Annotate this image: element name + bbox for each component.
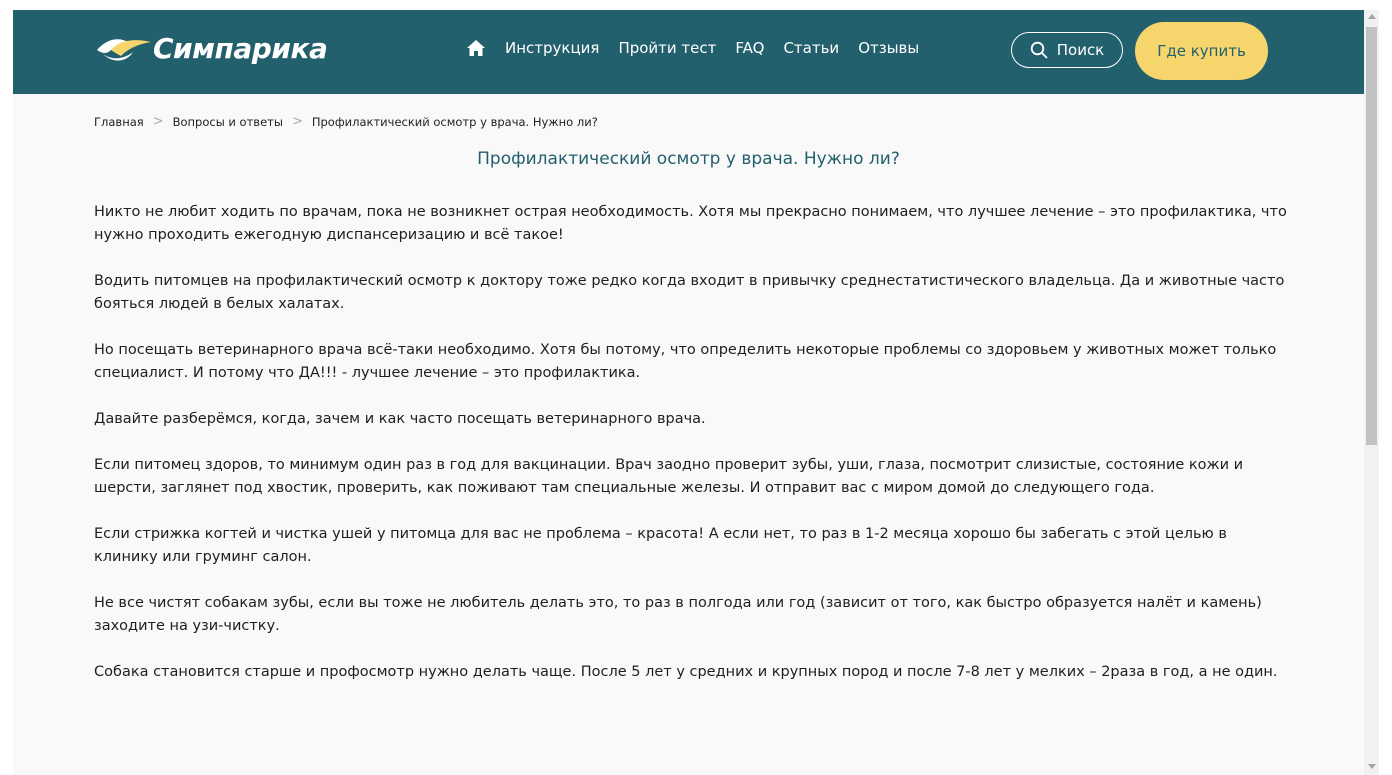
main-nav <box>466 39 919 57</box>
breadcrumb-faq[interactable]: Вопросы и ответы <box>172 114 283 129</box>
where-to-buy-button[interactable]: Где купить <box>1135 22 1268 80</box>
home-icon <box>466 39 486 57</box>
breadcrumb-separator: > <box>291 114 303 129</box>
article-paragraph: Водить питомцев на профилактический осмотр к доктору тоже редко когда входит в привычку среднестатистического владельца. Да и животные часто бояться людей в белых халатах. <box>94 273 1285 312</box>
breadcrumb-home[interactable]: Главная <box>94 114 144 129</box>
scroll-down-arrow-icon[interactable] <box>1368 764 1376 769</box>
article-paragraph: Давайте разберёмся, когда, зачем и как часто посещать ветеринарного врача. <box>94 411 706 427</box>
nav-take-test[interactable]: Пройти тест <box>618 39 717 57</box>
article-body <box>94 201 1289 707</box>
logo-text: Симпарика <box>153 31 328 65</box>
nav-home[interactable] <box>466 39 486 57</box>
article-paragraph: Если стрижка когтей и чистка ушей у питомца для вас не проблема – красота! А если нет, то раз в 1-2 месяца хорошо бы забегать с этой целью в клинику или груминг салон. <box>94 526 1227 565</box>
article-paragraph: Не все чистят собакам зубы, если вы тоже не любитель делать это, то раз в полгода или год (зависит от того, как быстро образуется налёт и камень) заходите на узи-чистку. <box>94 595 1262 634</box>
browser-viewport <box>13 10 1364 775</box>
search-icon <box>1030 41 1048 59</box>
article-paragraph: Никто не любит ходить по врачам, пока не возникнет острая необходимость. Хотя мы прекрасно понимаем, что лучшее лечение – это профилактика, что нужно проходить ежегодную диспансеризацию и всё такое! <box>94 204 1287 243</box>
breadcrumb-current: Профилактический осмотр у врача. Нужно ли? <box>311 114 598 129</box>
site-header <box>13 10 1364 94</box>
breadcrumb <box>94 114 598 129</box>
article-paragraph: Но посещать ветеринарного врача всё-таки необходимо. Хотя бы потому, что определить некоторые проблемы со здоровьем у животных может только специалист. И потому что ДА!!! - лучшее лечение – это профилактика. <box>94 342 1277 381</box>
page-title: Профилактический осмотр у врача. Нужно ли? <box>477 149 900 169</box>
nav-reviews[interactable]: Отзывы <box>858 39 920 57</box>
search-label: Поиск <box>1056 41 1105 59</box>
scrollbar-thumb[interactable] <box>1366 27 1377 445</box>
breadcrumb-separator: > <box>152 114 164 129</box>
wing-logo-icon <box>95 30 153 66</box>
vertical-scrollbar[interactable] <box>1364 10 1379 775</box>
nav-faq[interactable]: FAQ <box>735 39 765 57</box>
scroll-up-arrow-icon[interactable] <box>1368 14 1376 19</box>
search-button[interactable] <box>1011 32 1123 68</box>
article-paragraph: Если питомец здоров, то минимум один раз в год для вакцинации. Врач заодно проверит зубы, уши, глаза, посмотрит слизистые, состояние кожи и шерсти, заглянет под хвостик, проверить, как поживают там специальные железы. И отправит вас с миром домой до следующего года. <box>94 457 1244 496</box>
nav-instruction[interactable]: Инструкция <box>505 39 600 57</box>
site-logo[interactable] <box>95 28 327 68</box>
article-paragraph: Собака становится старше и профосмотр нужно делать чаще. После 5 лет у средних и крупных пород и после 7-8 лет у мелких – 2раза в год, а не один. <box>94 664 1278 680</box>
nav-articles[interactable]: Статьи <box>783 39 840 57</box>
